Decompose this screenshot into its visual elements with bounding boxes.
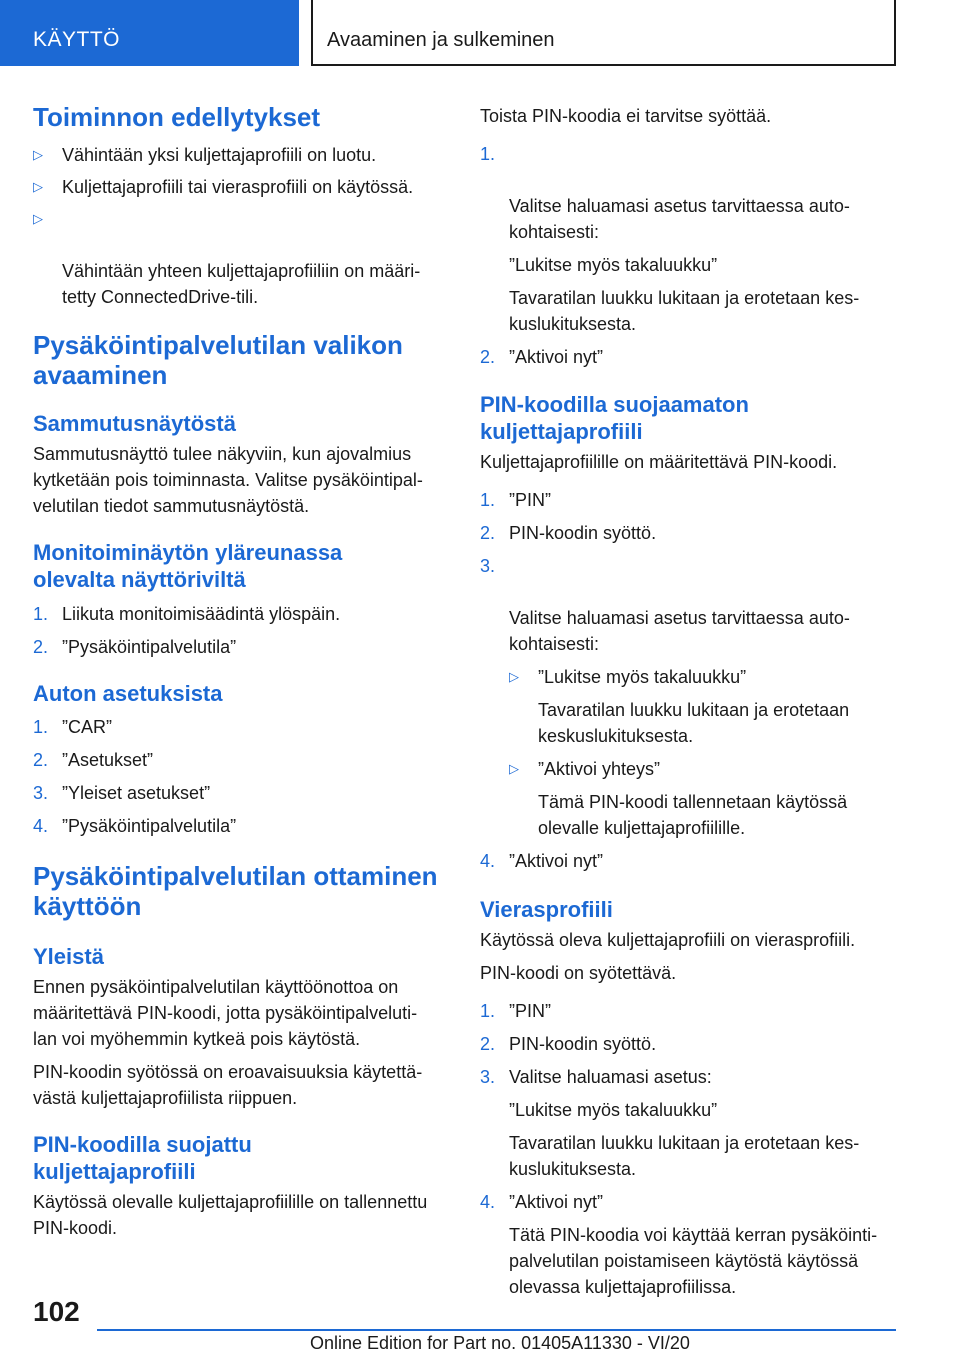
paragraph-general-1: Ennen pysäköintipalvelutilan käyttöönottoa on määritettävä PIN-koodi, jotta pysäköintipalveluti- lan voi myöhemmin kytkeä pois käytöstä. (33, 977, 418, 1049)
list-item: 3. Valitse haluamasi asetus tarvittaessa auto- kohtaisesti: (480, 556, 850, 654)
list-item: 2. PIN-koodin syöttö. (480, 1034, 657, 1054)
heading-prerequisites: Toiminnon edellytykset (33, 102, 321, 132)
right-column (480, 98, 900, 1300)
list-item: ▷ Vähintään yksi kuljettajaprofiili on luotu. (33, 142, 453, 168)
step-option: ”Lukitse myös takaluukku” (509, 255, 718, 275)
heading-open-menu: Pysäköintipalvelutilan valikon avaaminen (33, 330, 403, 390)
heading-activate: Pysäköintipalvelutilan ottaminen käyttöön (33, 861, 438, 921)
list-item: 4. ”Pysäköintipalvelutila” (33, 816, 237, 836)
list-item: 4. ”Aktivoi nyt” (480, 1192, 604, 1212)
step-option: ”Lukitse myös takaluukku” (509, 1100, 718, 1120)
paragraph-guest-1: Käytössä oleva kuljettajaprofiili on vierasprofiili. (480, 930, 856, 950)
list-item: 1. ”PIN” (480, 1001, 551, 1021)
footer-divider (97, 1329, 896, 1331)
step-note: Tätä PIN-koodia voi käyttää kerran pysäköinti- palvelutilan poistamiseen käytöstä käytössä olevassa kuljettajaprofiilissa. (509, 1225, 878, 1297)
protected-steps (480, 141, 900, 370)
heading-unprotected: PIN-koodilla suojaamaton kuljettajaprofiili (480, 392, 749, 444)
triangle-bullet-icon: ▷ (509, 761, 519, 776)
section-title: KÄYTTÖ (33, 28, 121, 51)
list-item: 1. ”CAR” (33, 717, 112, 737)
option-list (480, 664, 900, 841)
triangle-bullet-icon: ▷ (33, 147, 43, 162)
list-item: 2. PIN-koodin syöttö. (480, 523, 657, 543)
guest-steps (480, 998, 900, 1300)
list-item: 1. ”PIN” (480, 490, 551, 510)
list-item: 2. ”Pysäköintipalvelutila” (33, 637, 237, 657)
heading-general: Yleistä (33, 944, 104, 969)
paragraph-general-2: PIN-koodin syötössä on eroavaisuuksia käytettä- västä kuljettajaprofiilista riippuen. (33, 1062, 423, 1108)
paragraph-no-repeat: Toista PIN-koodia ei tarvitse syöttää. (480, 106, 772, 126)
paragraph-shutdown: Sammutusnäyttö tulee näkyviin, kun ajovalmius kytketään pois toiminnasta. Valitse pysäköintipal- velutilan tiedot sammutusnäytöstä. (33, 444, 423, 516)
topic-header (311, 0, 896, 66)
option-note: Tämä PIN-koodi tallennetaan käytössä olevalle kuljettajaprofiilille. (538, 792, 848, 838)
list-item: 3. Valitse haluamasi asetus: (480, 1067, 712, 1087)
heading-pin-protected: PIN-koodilla suojattu kuljettajaprofiili (33, 1132, 252, 1184)
heading-shutdown: Sammutusnäytöstä (33, 411, 236, 436)
list-item: 2. ”Asetukset” (33, 750, 154, 770)
paragraph-pin-protected: Käytössä olevalle kuljettajaprofiilille on tallennettu PIN-koodi. (33, 1192, 428, 1238)
list-item: 1. Valitse haluamasi asetus tarvittaessa auto- kohtaisesti: (480, 144, 850, 242)
edition-text: Online Edition for Part no. 01405A11330 - VI/20 (310, 1333, 690, 1353)
paragraph-unprotected: Kuljettajaprofiilille on määritettävä PIN-koodi. (480, 452, 838, 472)
heading-settings: Auton asetuksista (33, 681, 223, 706)
section-tab (0, 0, 299, 66)
option-item: ▷ ”Lukitse myös takaluukku” (509, 664, 900, 690)
prereq-list (33, 142, 453, 310)
list-item: 1. Liikuta monitoimisäädintä ylöspäin. (33, 604, 341, 624)
list-item: ▷ Kuljettajaprofiili tai vierasprofiili on käytössä. (33, 174, 453, 200)
step-note: Tavaratilan luukku lukitaan ja erotetaan kes- kuslukituksesta. (509, 288, 860, 334)
triangle-bullet-icon: ▷ (33, 211, 43, 226)
triangle-bullet-icon: ▷ (509, 669, 519, 684)
paragraph-guest-2: PIN-koodi on syötettävä. (480, 963, 677, 983)
step-note: Tavaratilan luukku lukitaan ja erotetaan kes- kuslukituksesta. (509, 1133, 860, 1179)
list-item: ▷ Vähintään yhteen kuljettajaprofiiliin on määri- tetty ConnectedDrive-tili. (33, 206, 453, 310)
page-number: 102 (33, 1296, 80, 1327)
heading-guest: Vierasprofiili (480, 897, 613, 922)
heading-topline: Monitoiminäytön yläreunassa olevalta näyttöriviltä (33, 540, 343, 592)
settings-steps (33, 714, 453, 839)
list-item: 3. ”Yleiset asetukset” (33, 783, 211, 803)
unprotected-steps (480, 487, 900, 874)
option-note: Tavaratilan luukku lukitaan ja erotetaan keskuslukituksesta. (538, 700, 850, 746)
topline-steps (33, 601, 453, 660)
list-item: 4. ”Aktivoi nyt” (480, 851, 604, 871)
topic-title: Avaaminen ja sulkeminen (327, 29, 555, 51)
list-item: 2. ”Aktivoi nyt” (480, 347, 604, 367)
option-item: ▷ ”Aktivoi yhteys” (509, 756, 900, 782)
left-column (33, 98, 453, 1241)
triangle-bullet-icon: ▷ (33, 179, 43, 194)
